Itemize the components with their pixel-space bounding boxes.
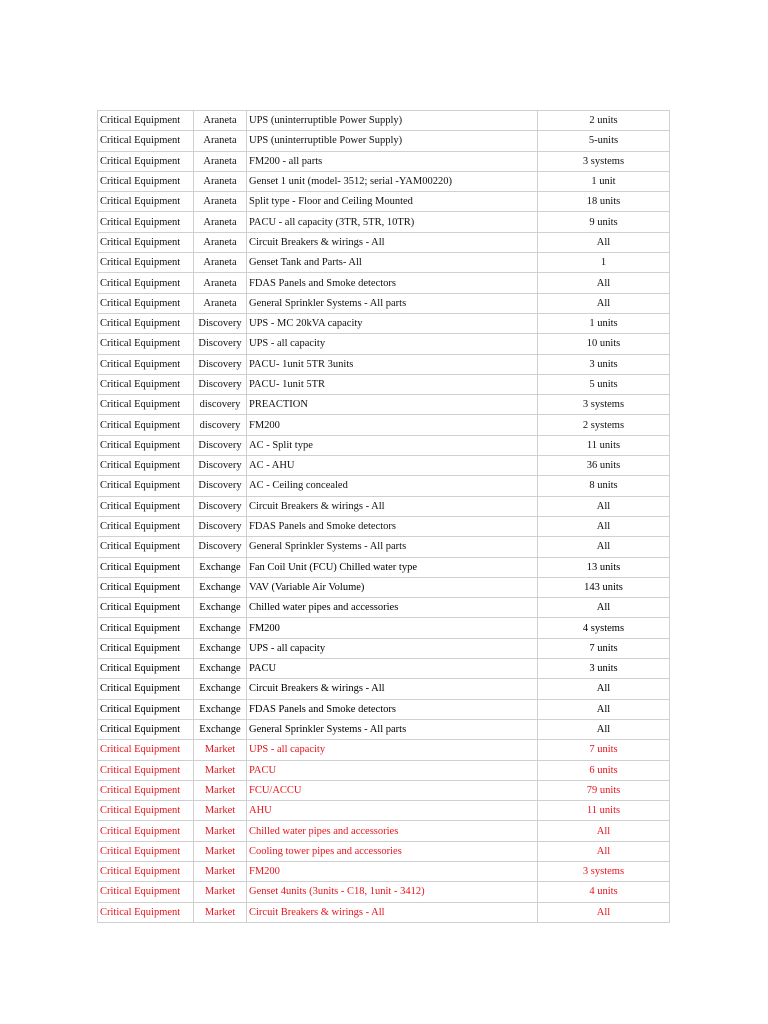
site-cell: Discovery <box>194 374 247 394</box>
category-cell: Critical Equipment <box>98 293 194 313</box>
table-row <box>98 821 670 841</box>
table-row <box>98 801 670 821</box>
quantity-cell: 6 units <box>538 760 670 780</box>
site-cell: Araneta <box>194 232 247 252</box>
site-cell: Market <box>194 821 247 841</box>
table-row <box>98 232 670 252</box>
site-cell: Discovery <box>194 334 247 354</box>
description-cell: FM200 <box>247 618 538 638</box>
quantity-cell: 10 units <box>538 334 670 354</box>
description-cell: General Sprinkler Systems - All parts <box>247 537 538 557</box>
table-row <box>98 476 670 496</box>
category-cell: Critical Equipment <box>98 659 194 679</box>
description-cell: FM200 <box>247 861 538 881</box>
category-cell: Critical Equipment <box>98 516 194 536</box>
table-row <box>98 659 670 679</box>
site-cell: Discovery <box>194 516 247 536</box>
description-cell: General Sprinkler Systems - All parts <box>247 293 538 313</box>
quantity-cell: 3 systems <box>538 861 670 881</box>
table-row <box>98 861 670 881</box>
table-row <box>98 334 670 354</box>
quantity-cell: All <box>538 679 670 699</box>
description-cell: FDAS Panels and Smoke detectors <box>247 699 538 719</box>
quantity-cell: 7 units <box>538 740 670 760</box>
table-row <box>98 293 670 313</box>
equipment-table <box>97 110 670 923</box>
site-cell: discovery <box>194 415 247 435</box>
category-cell: Critical Equipment <box>98 253 194 273</box>
category-cell: Critical Equipment <box>98 374 194 394</box>
description-cell: PACU - all capacity (3TR, 5TR, 10TR) <box>247 212 538 232</box>
site-cell: Market <box>194 760 247 780</box>
description-cell: FDAS Panels and Smoke detectors <box>247 273 538 293</box>
quantity-cell: 3 systems <box>538 395 670 415</box>
quantity-cell: All <box>538 719 670 739</box>
quantity-cell: 1 units <box>538 313 670 333</box>
table-row <box>98 395 670 415</box>
table-row <box>98 638 670 658</box>
category-cell: Critical Equipment <box>98 273 194 293</box>
description-cell: PACU- 1unit 5TR <box>247 374 538 394</box>
quantity-cell: 13 units <box>538 557 670 577</box>
category-cell: Critical Equipment <box>98 537 194 557</box>
category-cell: Critical Equipment <box>98 557 194 577</box>
description-cell: Circuit Breakers & wirings - All <box>247 679 538 699</box>
category-cell: Critical Equipment <box>98 821 194 841</box>
description-cell: PACU <box>247 760 538 780</box>
site-cell: Araneta <box>194 171 247 191</box>
category-cell: Critical Equipment <box>98 719 194 739</box>
site-cell: Discovery <box>194 313 247 333</box>
table-row <box>98 435 670 455</box>
category-cell: Critical Equipment <box>98 171 194 191</box>
quantity-cell: All <box>538 902 670 922</box>
description-cell: PREACTION <box>247 395 538 415</box>
equipment-table-body <box>98 111 670 923</box>
site-cell: Market <box>194 780 247 800</box>
site-cell: Market <box>194 861 247 881</box>
quantity-cell: 1 unit <box>538 171 670 191</box>
description-cell: AC - Ceiling concealed <box>247 476 538 496</box>
description-cell: PACU- 1unit 5TR 3units <box>247 354 538 374</box>
category-cell: Critical Equipment <box>98 577 194 597</box>
table-row <box>98 537 670 557</box>
description-cell: FDAS Panels and Smoke detectors <box>247 516 538 536</box>
table-row <box>98 760 670 780</box>
quantity-cell: All <box>538 496 670 516</box>
table-row <box>98 171 670 191</box>
category-cell: Critical Equipment <box>98 598 194 618</box>
category-cell: Critical Equipment <box>98 435 194 455</box>
site-cell: Araneta <box>194 151 247 171</box>
category-cell: Critical Equipment <box>98 841 194 861</box>
category-cell: Critical Equipment <box>98 456 194 476</box>
table-row <box>98 415 670 435</box>
quantity-cell: All <box>538 273 670 293</box>
description-cell: Fan Coil Unit (FCU) Chilled water type <box>247 557 538 577</box>
table-row <box>98 111 670 131</box>
category-cell: Critical Equipment <box>98 760 194 780</box>
category-cell: Critical Equipment <box>98 902 194 922</box>
site-cell: Market <box>194 740 247 760</box>
category-cell: Critical Equipment <box>98 111 194 131</box>
table-row <box>98 740 670 760</box>
description-cell: UPS (uninterruptible Power Supply) <box>247 131 538 151</box>
site-cell: Araneta <box>194 273 247 293</box>
table-row <box>98 212 670 232</box>
quantity-cell: All <box>538 516 670 536</box>
table-row <box>98 374 670 394</box>
description-cell: PACU <box>247 659 538 679</box>
site-cell: Discovery <box>194 354 247 374</box>
description-cell: Chilled water pipes and accessories <box>247 598 538 618</box>
description-cell: AHU <box>247 801 538 821</box>
table-row <box>98 780 670 800</box>
site-cell: Araneta <box>194 131 247 151</box>
quantity-cell: 79 units <box>538 780 670 800</box>
quantity-cell: 3 units <box>538 659 670 679</box>
site-cell: Araneta <box>194 192 247 212</box>
category-cell: Critical Equipment <box>98 618 194 638</box>
category-cell: Critical Equipment <box>98 334 194 354</box>
table-row <box>98 841 670 861</box>
description-cell: Cooling tower pipes and accessories <box>247 841 538 861</box>
site-cell: Araneta <box>194 111 247 131</box>
category-cell: Critical Equipment <box>98 882 194 902</box>
quantity-cell: 3 units <box>538 354 670 374</box>
description-cell: AC - Split type <box>247 435 538 455</box>
site-cell: Exchange <box>194 719 247 739</box>
description-cell: Genset 4units (3units - C18, 1unit - 3412) <box>247 882 538 902</box>
table-row <box>98 273 670 293</box>
table-row <box>98 192 670 212</box>
table-row <box>98 699 670 719</box>
table-row <box>98 557 670 577</box>
site-cell: Araneta <box>194 293 247 313</box>
site-cell: Discovery <box>194 476 247 496</box>
description-cell: Circuit Breakers & wirings - All <box>247 496 538 516</box>
category-cell: Critical Equipment <box>98 780 194 800</box>
category-cell: Critical Equipment <box>98 476 194 496</box>
table-row <box>98 719 670 739</box>
description-cell: FM200 - all parts <box>247 151 538 171</box>
description-cell: FM200 <box>247 415 538 435</box>
quantity-cell: All <box>538 821 670 841</box>
site-cell: Discovery <box>194 496 247 516</box>
site-cell: Exchange <box>194 659 247 679</box>
quantity-cell: 3 systems <box>538 151 670 171</box>
site-cell: Discovery <box>194 537 247 557</box>
quantity-cell: 7 units <box>538 638 670 658</box>
description-cell: General Sprinkler Systems - All parts <box>247 719 538 739</box>
description-cell: Circuit Breakers & wirings - All <box>247 232 538 252</box>
quantity-cell: 4 systems <box>538 618 670 638</box>
table-row <box>98 496 670 516</box>
table-row <box>98 577 670 597</box>
category-cell: Critical Equipment <box>98 212 194 232</box>
description-cell: UPS - all capacity <box>247 334 538 354</box>
category-cell: Critical Equipment <box>98 232 194 252</box>
quantity-cell: All <box>538 232 670 252</box>
site-cell: Market <box>194 882 247 902</box>
table-row <box>98 354 670 374</box>
quantity-cell: 2 units <box>538 111 670 131</box>
description-cell: Genset Tank and Parts- All <box>247 253 538 273</box>
table-row <box>98 151 670 171</box>
category-cell: Critical Equipment <box>98 801 194 821</box>
site-cell: Araneta <box>194 253 247 273</box>
quantity-cell: All <box>538 293 670 313</box>
description-cell: UPS - all capacity <box>247 740 538 760</box>
site-cell: Exchange <box>194 598 247 618</box>
quantity-cell: 5-units <box>538 131 670 151</box>
category-cell: Critical Equipment <box>98 861 194 881</box>
quantity-cell: 9 units <box>538 212 670 232</box>
quantity-cell: All <box>538 537 670 557</box>
site-cell: Discovery <box>194 456 247 476</box>
table-row <box>98 598 670 618</box>
site-cell: discovery <box>194 395 247 415</box>
table-row <box>98 618 670 638</box>
description-cell: UPS (uninterruptible Power Supply) <box>247 111 538 131</box>
site-cell: Exchange <box>194 638 247 658</box>
site-cell: Exchange <box>194 618 247 638</box>
table-row <box>98 313 670 333</box>
quantity-cell: 5 units <box>538 374 670 394</box>
quantity-cell: 11 units <box>538 801 670 821</box>
description-cell: UPS - all capacity <box>247 638 538 658</box>
table-row <box>98 516 670 536</box>
site-cell: Araneta <box>194 212 247 232</box>
table-row <box>98 131 670 151</box>
site-cell: Market <box>194 801 247 821</box>
description-cell: Split type - Floor and Ceiling Mounted <box>247 192 538 212</box>
quantity-cell: 143 units <box>538 577 670 597</box>
category-cell: Critical Equipment <box>98 131 194 151</box>
description-cell: VAV (Variable Air Volume) <box>247 577 538 597</box>
table-row <box>98 253 670 273</box>
category-cell: Critical Equipment <box>98 354 194 374</box>
table-row <box>98 882 670 902</box>
quantity-cell: 4 units <box>538 882 670 902</box>
quantity-cell: 36 units <box>538 456 670 476</box>
quantity-cell: All <box>538 598 670 618</box>
quantity-cell: 1 <box>538 253 670 273</box>
site-cell: Exchange <box>194 679 247 699</box>
quantity-cell: 2 systems <box>538 415 670 435</box>
description-cell: Chilled water pipes and accessories <box>247 821 538 841</box>
table-row <box>98 456 670 476</box>
category-cell: Critical Equipment <box>98 496 194 516</box>
description-cell: Circuit Breakers & wirings - All <box>247 902 538 922</box>
category-cell: Critical Equipment <box>98 638 194 658</box>
category-cell: Critical Equipment <box>98 151 194 171</box>
category-cell: Critical Equipment <box>98 395 194 415</box>
quantity-cell: 11 units <box>538 435 670 455</box>
category-cell: Critical Equipment <box>98 699 194 719</box>
category-cell: Critical Equipment <box>98 740 194 760</box>
category-cell: Critical Equipment <box>98 192 194 212</box>
table-row <box>98 902 670 922</box>
site-cell: Market <box>194 841 247 861</box>
description-cell: AC - AHU <box>247 456 538 476</box>
category-cell: Critical Equipment <box>98 313 194 333</box>
quantity-cell: All <box>538 699 670 719</box>
table-row <box>98 679 670 699</box>
site-cell: Exchange <box>194 557 247 577</box>
description-cell: FCU/ACCU <box>247 780 538 800</box>
site-cell: Exchange <box>194 577 247 597</box>
quantity-cell: All <box>538 841 670 861</box>
quantity-cell: 8 units <box>538 476 670 496</box>
quantity-cell: 18 units <box>538 192 670 212</box>
site-cell: Market <box>194 902 247 922</box>
description-cell: Genset 1 unit (model- 3512; serial -YAM00220) <box>247 171 538 191</box>
site-cell: Exchange <box>194 699 247 719</box>
site-cell: Discovery <box>194 435 247 455</box>
category-cell: Critical Equipment <box>98 415 194 435</box>
description-cell: UPS - MC 20kVA capacity <box>247 313 538 333</box>
category-cell: Critical Equipment <box>98 679 194 699</box>
